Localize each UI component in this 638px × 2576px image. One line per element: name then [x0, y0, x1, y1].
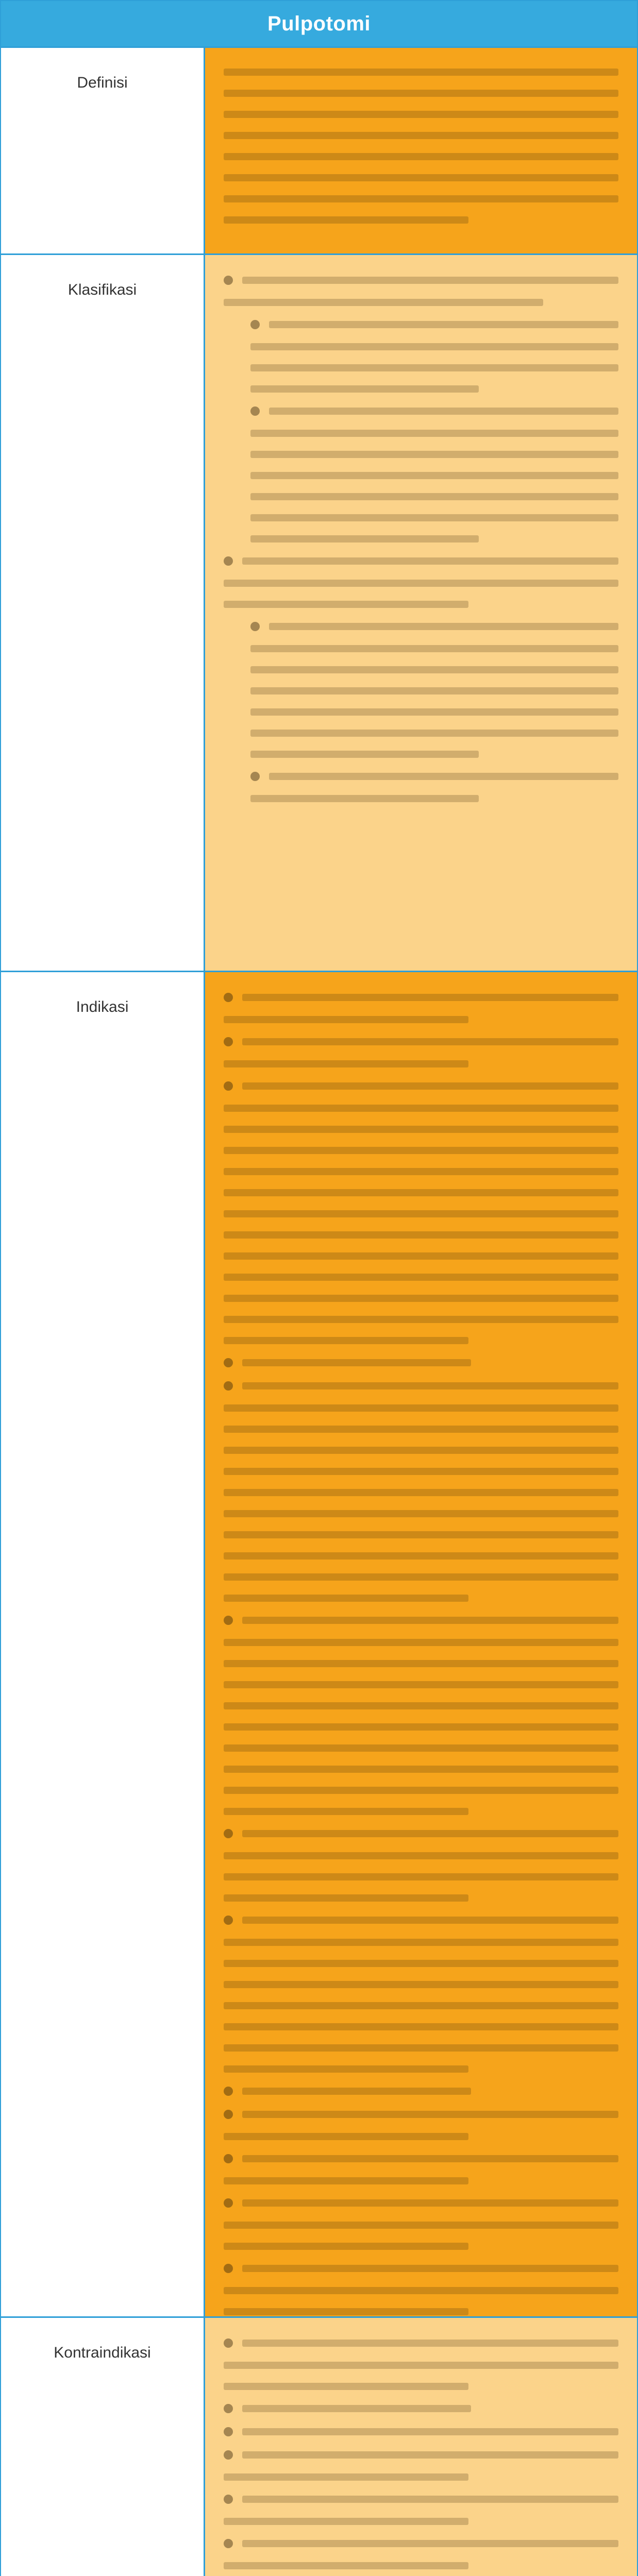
row-content-definisi — [205, 46, 637, 253]
row-label-indikasi: Indikasi — [1, 971, 205, 2316]
table-title: Pulpotomi — [1, 1, 637, 46]
row-content-kontraindikasi — [205, 2316, 637, 2576]
row-label-klasifikasi: Klasifikasi — [1, 253, 205, 971]
row-label-definisi: Definisi — [1, 46, 205, 253]
row-label-kontraindikasi: Kontraindikasi — [1, 2316, 205, 2576]
row-content-indikasi — [205, 971, 637, 2316]
row-content-klasifikasi — [205, 253, 637, 971]
